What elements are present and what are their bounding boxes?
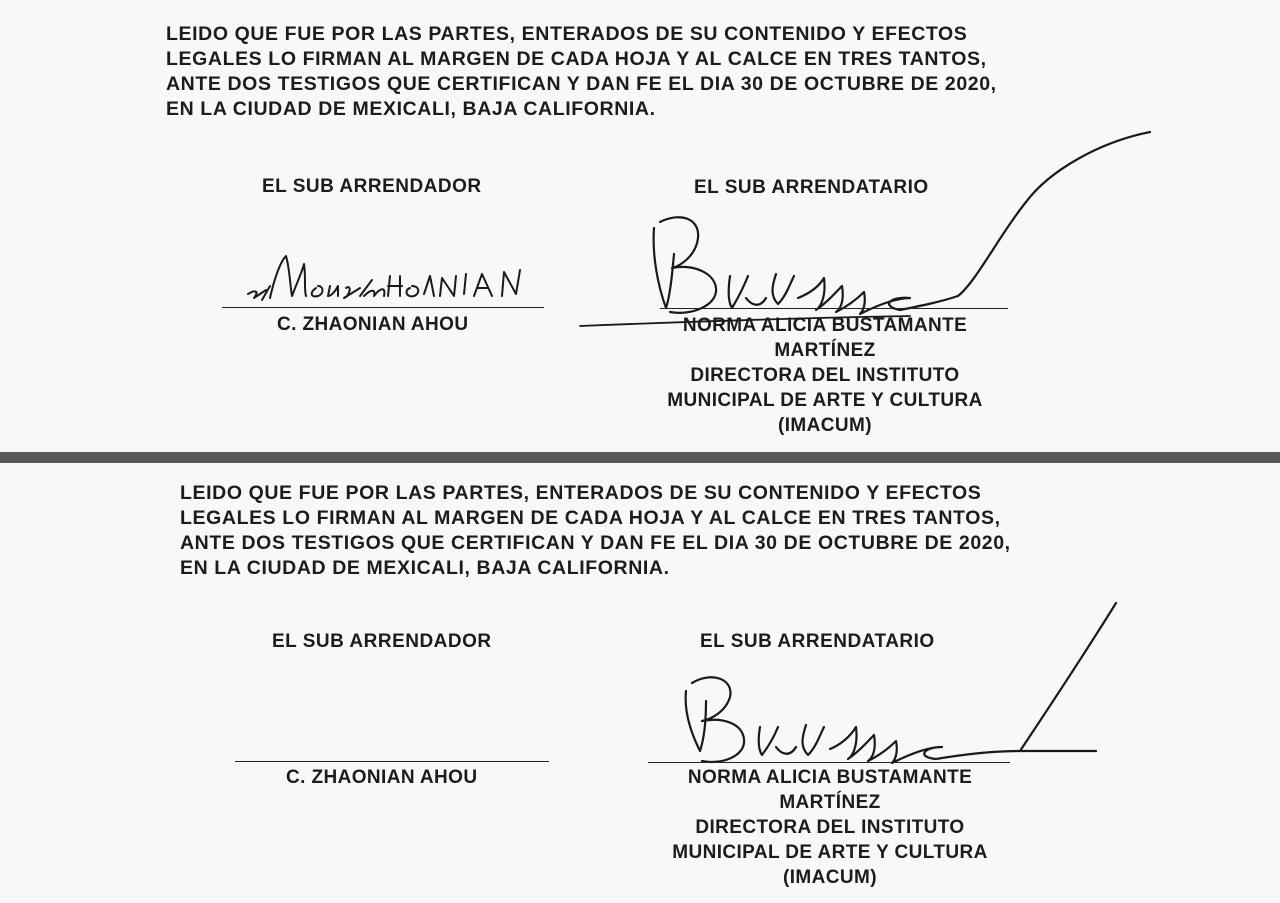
closing-paragraph [166,22,1071,122]
title-line: NORMA ALICIA BUSTAMANTE [682,315,968,336]
paragraph-line: EN LA CIUDAD DE MEXICALI, BAJA CALIFORNIA. [180,557,670,579]
title-line: (IMACUM) [778,415,872,436]
bustamante-title-block [615,313,1035,438]
paragraph-line: LEIDO QUE FUE POR LAS PARTES, ENTERADOS DE SU CONTENIDO Y EFECTOS [180,482,982,504]
paragraph-line: LEGALES LO FIRMAN AL MARGEN DE CADA HOJA Y AL CALCE EN TRES TANTOS, [166,48,987,70]
document-panel-redacted [0,463,1280,903]
title-line: DIRECTORA DEL INSTITUTO [695,817,965,838]
signature-line-left [235,761,549,762]
title-line: NORMA ALICIA BUSTAMANTE [687,767,973,788]
closing-paragraph [180,481,1068,581]
signature-line-right [660,308,1008,309]
bustamante-signature [640,601,1130,771]
title-line: DIRECTORA DEL INSTITUTO [690,365,960,386]
title-line: MUNICIPAL DE ARTE Y CULTURA [667,390,983,411]
signature-line-right [648,762,1010,763]
title-line: (IMACUM) [783,867,877,888]
title-line: MARTÍNEZ [779,792,881,813]
zhaonian-ahou-name: C. ZHAONIAN AHOU [286,767,478,788]
title-line: MUNICIPAL DE ARTE Y CULTURA [672,842,988,863]
panel-divider [0,452,1280,463]
paragraph-line: EN LA CIUDAD DE MEXICALI, BAJA CALIFORNIA. [166,98,656,120]
paragraph-line: LEGALES LO FIRMAN AL MARGEN DE CADA HOJA Y AL CALCE EN TRES TANTOS, [180,507,1001,529]
title-line: MARTÍNEZ [774,340,876,361]
sub-arrendador-heading: EL SUB ARRENDADOR [272,631,492,652]
signature-line-left [222,307,544,308]
bustamante-title-block [620,765,1040,890]
zhaonian-ahou-name: C. ZHAONIAN AHOU [277,314,469,335]
sub-arrendatario-heading: EL SUB ARRENDATARIO [694,177,929,198]
paragraph-line: ANTE DOS TESTIGOS QUE CERTIFICAN Y DAN FE EL DIA 30 DE OCTUBRE DE 2020, [166,73,997,95]
bustamante-signature [580,126,1160,336]
zhaonian-ahou-signature [240,250,560,310]
paragraph-line: ANTE DOS TESTIGOS QUE CERTIFICAN Y DAN FE EL DIA 30 DE OCTUBRE DE 2020, [180,532,1011,554]
paragraph-line: LEIDO QUE FUE POR LAS PARTES, ENTERADOS DE SU CONTENIDO Y EFECTOS [166,23,968,45]
sub-arrendatario-heading: EL SUB ARRENDATARIO [700,631,935,652]
sub-arrendador-heading: EL SUB ARRENDADOR [262,176,482,197]
